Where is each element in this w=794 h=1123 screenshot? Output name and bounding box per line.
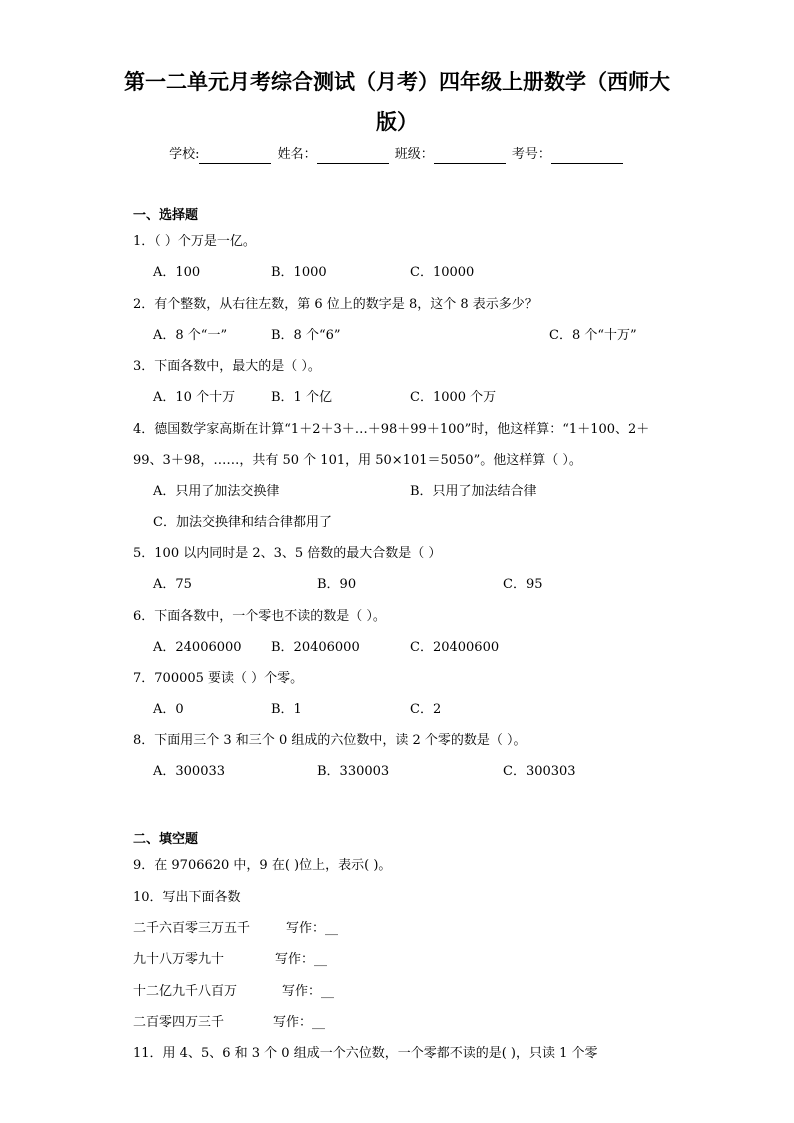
student-info-row	[0, 146, 794, 164]
section-heading-choice: 一、选择题	[133, 208, 199, 223]
exam-number-label: 考号：	[511, 147, 551, 162]
q7-option-a: A．0	[153, 702, 184, 717]
q1-option-b: B．1000	[271, 265, 327, 280]
q3-option-a: A．10 个十万	[153, 390, 236, 405]
q10-item-3-write: 写作：__	[282, 984, 335, 999]
question-4-line2: 99、3＋98，……，共有 50 个 101，用 50×101＝5050”。他这样算（ ）。	[133, 453, 582, 468]
question-1: 1．（ ）个万是一亿。	[133, 234, 256, 249]
q5-option-b: B．90	[317, 577, 357, 592]
q2-option-c: C．8 个“十万”	[549, 328, 637, 343]
q10-item-2-write: 写作：__	[275, 952, 328, 967]
question-9: 9．在 9706620 中，9 在( )位上，表示( )。	[133, 858, 392, 873]
q5-option-a: A．75	[153, 577, 192, 592]
name-label: 姓名：	[277, 147, 317, 162]
question-5: 5．100 以内同时是 2、3、5 倍数的最大合数是（ ）	[133, 546, 442, 561]
q8-option-a: A．300033	[153, 764, 226, 779]
q6-option-c: C．20400600	[410, 640, 500, 655]
document-title-line1: 第一二单元月考综合测试（月考）四年级上册数学（西师大	[124, 69, 670, 94]
question-4-line1: 4．德国数学家高斯在计算“1＋2＋3＋…＋98＋99＋100”时，他这样算：“1＋100、2＋	[133, 422, 650, 437]
q4-option-a: A．只用了加法交换律	[153, 484, 280, 499]
q8-option-b: B．330003	[317, 764, 390, 779]
q10-item-3-words: 十二亿九千八百万	[133, 984, 238, 999]
q1-option-a: A．100	[153, 265, 201, 280]
q10-item-1-write: 写作：__	[286, 921, 339, 936]
question-3: 3．下面各数中，最大的是（ ）。	[133, 359, 321, 374]
exam-number-blank[interactable]	[551, 149, 623, 164]
class-blank[interactable]	[434, 149, 506, 164]
q10-item-2-words: 九十八万零九十	[133, 952, 225, 967]
q7-option-c: C．2	[410, 702, 442, 717]
q1-option-c: C．10000	[410, 265, 475, 280]
school-label: 学校:	[169, 147, 200, 162]
q4-option-b: B．只用了加法结合律	[410, 484, 537, 499]
q7-option-b: B．1	[271, 702, 302, 717]
question-11: 11．用 4、5、6 和 3 个 0 组成一个六位数，一个零都不读的是( )，只读 1 个零	[133, 1046, 598, 1061]
q10-item-4-words: 二百零四万三千	[133, 1015, 225, 1030]
q5-option-c: C．95	[503, 577, 543, 592]
document-title-line2: 版）	[376, 109, 418, 134]
question-6: 6．下面各数中，一个零也不读的数是（ ）。	[133, 609, 386, 624]
section-heading-fill: 二、填空题	[133, 832, 199, 847]
school-blank[interactable]	[199, 149, 271, 164]
name-blank[interactable]	[317, 149, 389, 164]
q10-item-4-write: 写作：__	[273, 1015, 326, 1030]
q2-option-a: A．8 个“一”	[153, 328, 228, 343]
q6-option-a: A．24006000	[153, 640, 242, 655]
question-7: 7．700005 要读（ ）个零。	[133, 671, 304, 686]
question-8: 8．下面用三个 3 和三个 0 组成的六位数中，读 2 个零的数是（ ）。	[133, 733, 527, 748]
q8-option-c: C．300303	[503, 764, 576, 779]
q4-option-c: C．加法交换律和结合律都用了	[153, 515, 332, 530]
class-label: 班级：	[394, 147, 434, 162]
q6-option-b: B．20406000	[271, 640, 360, 655]
q3-option-b: B．1 个亿	[271, 390, 332, 405]
question-10: 10．写出下面各数	[133, 890, 241, 905]
q3-option-c: C．1000 个万	[410, 390, 497, 405]
question-2: 2．有个整数，从右往左数，第 6 位上的数字是 8，这个 8 表示多少？	[133, 297, 538, 312]
q10-item-1-words: 二千六百零三万五千	[133, 921, 251, 936]
q2-option-b: B．8 个“6”	[271, 328, 341, 343]
